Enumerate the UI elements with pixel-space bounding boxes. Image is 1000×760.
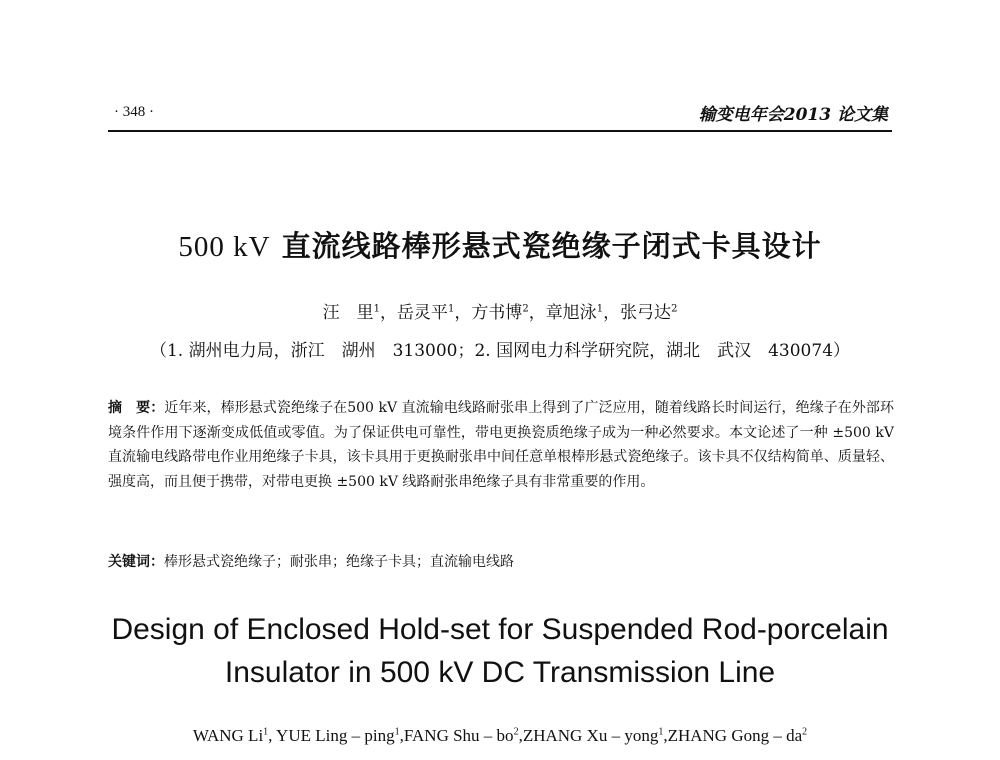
author-cn-sup: 2 bbox=[522, 303, 529, 315]
author-cn-sup: 1 bbox=[373, 303, 380, 315]
abstract-label: 摘 要： bbox=[108, 400, 165, 416]
author-cn-sup: 1 bbox=[447, 303, 455, 315]
author-cn: 汪 里 bbox=[322, 303, 374, 323]
chinese-title bbox=[0, 224, 1000, 265]
author-cn: 章旭泳 bbox=[545, 303, 597, 323]
author-cn: 张弓达 bbox=[620, 303, 672, 323]
author-en-sup: 1 bbox=[263, 726, 269, 738]
abstract bbox=[108, 396, 894, 494]
english-authors: WANG Li$^1$, YUE Ling – ping$^1$,FANG Shu – $bo^2,ZHANG$ Xu – yong$^1$,ZHANG Gong – $da^2$ bbox=[192, 726, 808, 745]
chinese-title-prefix: 500 kV bbox=[178, 231, 271, 263]
english-title-line-2: Insulator in 500 kV DC Transmission Line bbox=[224, 656, 776, 689]
chinese-affiliation: （1. 湖州电力局，浙江 湖州 313000；2. 国网电力科学研究院，湖北 武汉 430074） bbox=[149, 341, 851, 361]
author-cn-sup: 2 bbox=[671, 303, 678, 315]
author-en: ZHANG Xu – yong bbox=[522, 726, 659, 745]
chinese-authors: 汪 里$^1$，岳灵平$^1$，方书博$^2$，章旭泳$^1$，张弓达$^2$ bbox=[322, 303, 678, 323]
page-number: · 348 · bbox=[114, 104, 154, 120]
english-title bbox=[0, 608, 1000, 694]
author-en: ZHANG Gong – da bbox=[667, 726, 803, 745]
author-en-sup: 2 bbox=[513, 726, 519, 738]
keywords bbox=[108, 550, 894, 574]
keywords-label: 关键词： bbox=[108, 554, 164, 570]
author-en-sup: 1 bbox=[394, 726, 400, 738]
author-cn: 方书博 bbox=[471, 303, 523, 323]
running-header bbox=[108, 96, 892, 132]
chinese-title-main: 直流线路棒形悬式瓷绝缘子闭式卡具设计 bbox=[270, 229, 822, 263]
author-en: WANG Li bbox=[192, 726, 264, 745]
author-cn-sup: 1 bbox=[596, 303, 604, 315]
keywords-text: 棒形悬式瓷绝缘子；耐张串；绝缘子卡具；直流输电线路 bbox=[164, 554, 514, 570]
author-en-sup: 2 bbox=[802, 726, 808, 738]
journal-name: 输变电年会2013 论文集 bbox=[698, 105, 888, 125]
author-en-sup: 1 bbox=[658, 726, 664, 738]
abstract-text: 近年来，棒形悬式瓷绝缘子在500 kV 直流输电线路耐张串上得到了广泛应用，随着线路长时间运行，绝缘子在外部环境条件作用下逐渐变成低值或零值。为了保证供电可靠性，带电更换瓷质绝缘子成为一种必然要求。本文论述了一种 ±500 kV 直流输电线路带电作业用绝缘子卡具，该卡具用于更换耐张串中间任意单根棒形悬式瓷绝缘子。该卡具不仅结构简单、质量轻、强度高，而且便于携带，对带电更换 ±500 kV 线路耐张串绝缘子具有非常重要的作用。 bbox=[108, 400, 895, 490]
author-en: FANG Shu – bo bbox=[403, 726, 514, 745]
english-title-line-1: Design of Enclosed Hold-set for Suspended Rod-porcelain bbox=[111, 613, 889, 646]
author-cn: 岳灵平 bbox=[396, 303, 448, 323]
author-en: YUE Ling – ping bbox=[276, 726, 395, 745]
